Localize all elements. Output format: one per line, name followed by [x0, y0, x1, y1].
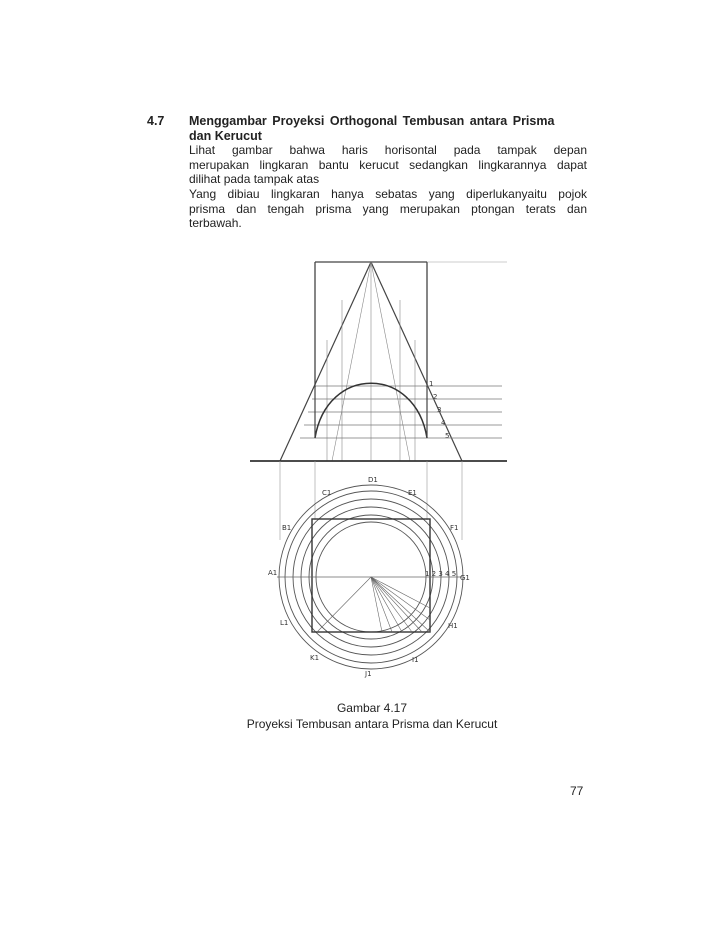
- label-d1: D1: [368, 476, 378, 484]
- paragraph-line: prisma dan tengah prisma yang merupakan ptongan terats dan: [189, 201, 587, 216]
- paragraph-2: [189, 187, 587, 231]
- label-a1: A1: [268, 569, 278, 577]
- paragraph-line: terbawah.: [189, 216, 242, 231]
- label-k1: K1: [310, 654, 320, 662]
- label-1: 1: [429, 380, 434, 388]
- label-2: 2: [433, 393, 438, 401]
- label-c1: C1: [322, 489, 332, 497]
- technical-drawing: [232, 240, 522, 690]
- page-number: 77: [570, 784, 584, 798]
- paragraph-line: Yang dibiau lingkaran hanya sebatas yang diperlukanyaitu pojok: [189, 187, 587, 201]
- label-e1: E1: [408, 489, 417, 497]
- paragraph-line: dilihat pada tampak atas: [189, 172, 320, 187]
- label-4: 4: [441, 419, 446, 427]
- label-j1: J1: [365, 670, 372, 678]
- section-title-line1: Menggambar Proyeksi Orthogonal Tembusan antara Prisma: [189, 114, 555, 128]
- label-f1: F1: [450, 524, 459, 532]
- label-h1: H1: [448, 622, 458, 630]
- section-title-line2: dan Kerucut: [189, 129, 262, 143]
- front-view-labels: [429, 380, 449, 440]
- label-i1: I1: [412, 656, 419, 664]
- label-g1: G1: [460, 574, 470, 582]
- label-3: 3: [437, 406, 442, 414]
- label-l1: L1: [280, 619, 289, 627]
- paragraph-line: merupakan lingkaran bantu kerucut sedangkan lingkarannya dapat: [189, 157, 587, 172]
- paragraph-1: [189, 143, 587, 187]
- figure-caption-title: Proyeksi Tembusan antara Prisma dan Kerucut: [246, 717, 498, 731]
- label-b1: B1: [282, 524, 292, 532]
- prism-top-view: [312, 519, 430, 632]
- paragraph-line: Lihat gambar bahwa haris horisontal pada tampak depan: [189, 143, 587, 157]
- label-5: 5: [445, 432, 450, 440]
- figure-caption-number: Gambar 4.17: [336, 701, 408, 715]
- scale-labels: 1 2 3 4 5: [425, 570, 457, 578]
- section-number: 4.7: [147, 114, 165, 128]
